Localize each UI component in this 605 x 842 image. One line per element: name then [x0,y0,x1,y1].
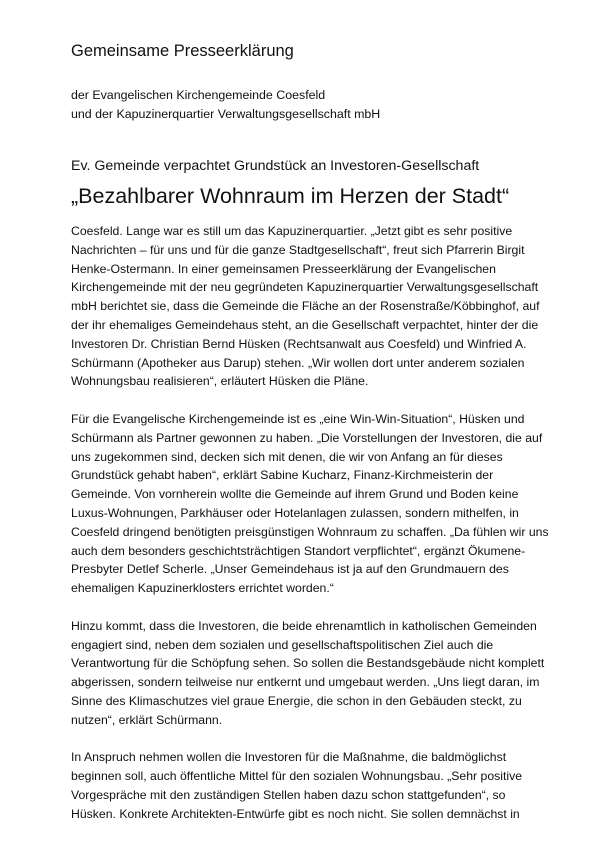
paragraph-line: auch dem besonders geschichtsträchtigen Standort verpflichtet“, ergänzt Ökumene- [71,543,526,558]
subheadline: Ev. Gemeinde verpachtet Grundstück an Investoren-Gesellschaft [71,158,480,174]
paragraph-line: In Anspruch nehmen wollen die Investoren für die Maßnahme, die baldmöglichst [71,750,507,765]
paragraph-line: der ihr ehemaliges Gemeindehaus steht, an die Gesellschaft verpachtet, hinter der die [71,317,539,332]
body-paragraph [71,410,549,598]
issuing-parties [71,86,533,123]
paragraph-line: Luxus-Wohnungen, Parkhäuser oder Hotelanlagen zulassen, sondern mithelfen, in [71,505,519,520]
paragraph-line: Nachrichten – für uns und für die ganze Stadtgesellschaft“, freut sich Pfarrerin Birgit [71,242,525,257]
party-line: der Evangelischen Kirchengemeinde Coesfeld [71,88,326,102]
paragraph-line: nutzen“, erklärt Schürmann. [71,712,223,727]
paragraph-line: Investoren Dr. Christian Bernd Hüsken (Rechtsanwalt aus Coesfeld) und Winfried A. [71,336,527,351]
paragraph-line: Henke-Ostermann. In einer gemeinsamen Presseerklärung der Evangelischen [71,261,496,276]
paragraph-line: mbH berichtet sie, dass die Gemeinde die Fläche an der Rosenstraße/Köbbinghof, auf [71,299,540,314]
body-paragraph [71,748,533,823]
paragraph-line: Gemeinde. Von vornherein wollte die Gemeinde auf ihrem Grund und Boden keine [71,487,519,502]
paragraph-line: engagiert sind, neben dem sozialen und gesellschaftspolitischen Ziel auch die [71,637,494,652]
paragraph-line: Hinzu kommt, dass die Investoren, die beide ehrenamtlich in katholischen Gemeinden [71,618,537,633]
paragraph-line: uns zugekommen sind, decken sich mit denen, die wir von Anfang an für dieses [71,449,503,464]
paragraph-line: Schürmann als Partner gewonnen zu haben. „Die Vorstellungen der Investoren, die auf [71,430,543,445]
paragraph-line: Schürmann (Apotheker aus Darup) stehen. „Wir wollen dort unter anderem sozialen [71,355,525,370]
paragraph-line: Kirchengemeinde mit der neu gegründeten Kapuzinerquartier Verwaltungsgesellschaft [71,280,539,295]
headline: „Bezahlbarer Wohnraum im Herzen der Stadt“ [71,184,510,208]
body-paragraph [71,617,545,730]
press-release-page [71,40,549,842]
paragraph-line: Vorgespräche mit den zuständigen Stellen haben dazu schon stattgefunden“, so [71,787,506,802]
paragraph-line: Grundstück gehabt haben“, erklärt Sabine Kucharz, Finanz-Kirchmeisterin der [71,468,494,483]
paragraph-line: abgerissen, sondern teilweise nur entkernt und umgebaut werden. „Uns liegt daran, im [71,675,540,690]
paragraph-line: Coesfeld. Lange war es still um das Kapuzinerquartier. „Jetzt gibt es sehr positive [71,224,513,238]
body-paragraph [71,222,540,391]
paragraph-line: Für die Evangelische Kirchengemeinde ist es „eine Win-Win-Situation“, Hüsken und [71,411,525,426]
paragraph-line: ehemaligen Kapuzinerklosters errichtet worden.“ [71,581,334,596]
paragraph-line: Verantwortung für die Schöpfung sehen. So sollen die Bestandsgebäude nicht komplett [71,656,545,671]
party-line: und der Kapuzinerquartier Verwaltungsgesellschaft mbH [71,106,381,121]
paragraph-line: Coesfeld dringend benötigten preisgünstigen Wohnraum zu schaffen. „Da fühlen wir uns [71,524,549,539]
body-text [71,222,549,824]
paragraph-line: Wohnungsbau realisieren“, erläutert Hüsken die Pläne. [71,374,369,389]
document-title: Gemeinsame Presseerklärung [71,42,294,60]
paragraph-line: Hüsken. Konkrete Architekten-Entwürfe gibt es noch nicht. Sie sollen demnächst in [71,806,520,821]
paragraph-line: Sinne des Klimaschutzes viel graue Energie, die schon in den Gebäuden steckt, zu [71,693,522,708]
paragraph-line: beginnen soll, auch öffentliche Mittel für den sozialen Wohnungsbau. „Sehr positive [71,769,523,784]
paragraph-line: Presbyter Detlef Scherle. „Unser Gemeindehaus ist ja auf den Grundmauern des [71,562,509,577]
